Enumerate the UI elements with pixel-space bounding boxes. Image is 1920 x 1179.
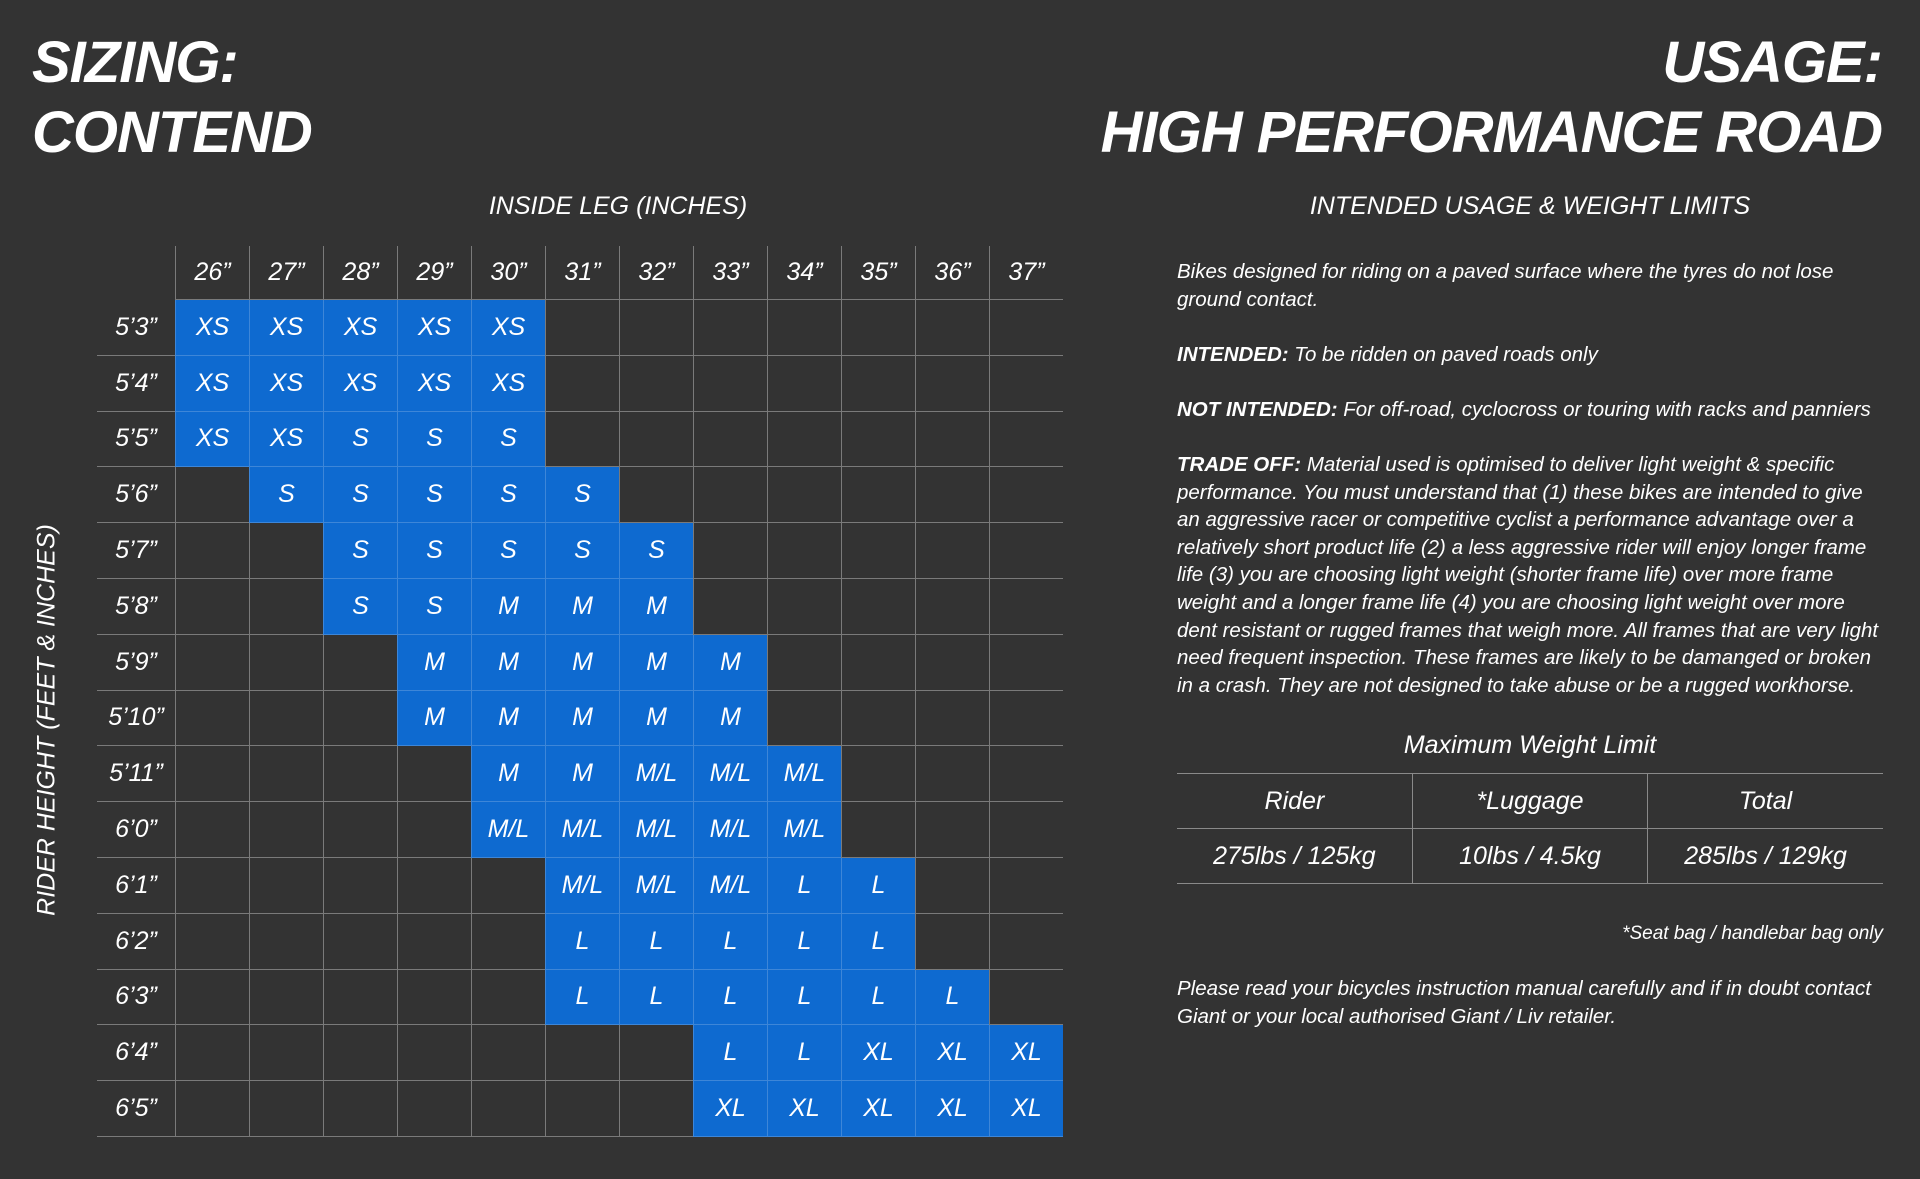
luggage-footnote: *Seat bag / handlebar bag only [1622,923,1883,944]
inside-leg-column-header: 29” [397,246,471,300]
size-cell: L [693,1025,767,1081]
size-cell: XS [175,300,249,356]
empty-cell [989,691,1063,747]
inside-leg-column-header: 34” [767,246,841,300]
size-cell: L [767,1025,841,1081]
size-cell: M [545,579,619,635]
empty-cell [323,802,397,858]
empty-cell [841,802,915,858]
closing-note: Please read your bicycles instruction manual carefully and if in doubt contact Giant or your local authorised Giant / Liv retailer. [1177,977,1871,1028]
size-cell: XL [915,1081,989,1137]
empty-cell [175,523,249,579]
empty-cell [545,300,619,356]
size-cell: S [323,579,397,635]
empty-cell [249,970,323,1026]
weight-limit-value-row [1177,829,1883,884]
empty-cell [619,1025,693,1081]
rider-height-row-header: 5’6” [97,467,175,523]
inside-leg-column-header: 32” [619,246,693,300]
rider-height-row-header: 5’7” [97,523,175,579]
size-cell: XS [249,300,323,356]
inside-leg-column-header: 28” [323,246,397,300]
empty-cell [323,1081,397,1137]
inside-leg-column-header: 37” [989,246,1063,300]
empty-cell [397,746,471,802]
size-cell: XL [693,1081,767,1137]
trade-off-paragraph [1177,451,1883,699]
empty-cell [323,914,397,970]
total-header: Total [1648,774,1883,829]
not-intended-text: For off-road, cyclocross or touring with racks and panniers [1337,398,1871,421]
size-cell: S [397,467,471,523]
empty-cell [693,523,767,579]
size-cell: M [471,579,545,635]
empty-cell [175,1081,249,1137]
empty-cell [471,914,545,970]
size-cell: M/L [767,802,841,858]
size-cell: M [619,635,693,691]
rider-header: Rider [1177,774,1412,829]
empty-cell [249,635,323,691]
empty-cell [767,356,841,412]
weight-limit-table [1177,773,1883,884]
size-cell: L [545,914,619,970]
empty-cell [323,858,397,914]
empty-cell [693,467,767,523]
total-weight-value: 285lbs / 129kg [1648,829,1883,884]
size-cell: XS [175,356,249,412]
inside-leg-column-header: 30” [471,246,545,300]
size-cell: XS [249,412,323,468]
size-cell: S [323,467,397,523]
empty-cell [915,300,989,356]
empty-cell [989,579,1063,635]
empty-cell [249,579,323,635]
empty-cell [989,802,1063,858]
empty-cell [175,1025,249,1081]
inside-leg-column-header: 26” [175,246,249,300]
empty-cell [693,579,767,635]
empty-cell [767,412,841,468]
empty-cell [693,412,767,468]
rider-weight-value: 275lbs / 125kg [1177,829,1412,884]
size-cell: M/L [619,802,693,858]
empty-cell [619,300,693,356]
size-cell: S [619,523,693,579]
empty-cell [175,858,249,914]
empty-cell [175,579,249,635]
size-cell: XL [841,1025,915,1081]
size-cell: S [545,523,619,579]
rider-height-row-header: 6’4” [97,1025,175,1081]
rider-height-row-header: 6’3” [97,970,175,1026]
size-cell: S [471,412,545,468]
empty-cell [989,300,1063,356]
size-cell: S [323,412,397,468]
empty-cell [471,1025,545,1081]
weight-limit-title: Maximum Weight Limit [1403,731,1657,759]
intended-usage-heading: INTENDED USAGE & WEIGHT LIMITS [1309,192,1751,220]
size-cell: S [397,579,471,635]
empty-cell [249,746,323,802]
size-cell: M/L [693,746,767,802]
size-cell: M [619,579,693,635]
inside-leg-axis-label: INSIDE LEG (INCHES) [488,192,748,220]
sizing-title-line1: SIZING: [32,30,238,95]
empty-cell [841,523,915,579]
size-cell: M/L [619,858,693,914]
size-cell: L [619,914,693,970]
size-cell: S [323,523,397,579]
size-cell: M [619,691,693,747]
empty-cell [619,412,693,468]
intended-text: To be ridden on paved roads only [1288,343,1598,366]
usage-title-line1: USAGE: [1662,30,1882,95]
empty-cell [323,1025,397,1081]
empty-cell [989,635,1063,691]
empty-cell [841,467,915,523]
empty-cell [545,1025,619,1081]
luggage-weight-value: 10lbs / 4.5kg [1412,829,1647,884]
empty-cell [397,858,471,914]
size-cell: L [767,970,841,1026]
size-cell: M/L [693,858,767,914]
size-cell: M [397,691,471,747]
empty-cell [915,523,989,579]
size-cell: M [471,746,545,802]
empty-cell [249,914,323,970]
empty-cell [323,691,397,747]
intended-paragraph [1177,341,1883,369]
size-cell: M [545,635,619,691]
sizing-title-line2: CONTEND [32,100,312,165]
size-cell: XS [249,356,323,412]
empty-cell [249,523,323,579]
empty-cell [841,691,915,747]
rider-height-row-header: 6’5” [97,1081,175,1137]
rider-height-axis-label: RIDER HEIGHT (FEET & INCHES) [32,524,61,916]
empty-cell [989,412,1063,468]
size-cell: M [545,691,619,747]
empty-cell [915,579,989,635]
size-cell: XL [915,1025,989,1081]
trade-off-label: TRADE OFF: [1177,453,1302,476]
empty-cell [175,802,249,858]
sizing-title [32,28,312,168]
empty-cell [619,1081,693,1137]
empty-cell [619,467,693,523]
empty-cell [915,746,989,802]
size-cell: XS [471,300,545,356]
empty-cell [323,746,397,802]
usage-description: Bikes designed for riding on a paved surface where the tyres do not lose ground contact. [1177,260,1834,311]
empty-cell [323,635,397,691]
size-cell: XL [989,1025,1063,1081]
empty-cell [841,412,915,468]
size-cell: M/L [619,746,693,802]
rider-height-row-header: 5’5” [97,412,175,468]
empty-cell [915,356,989,412]
empty-cell [693,356,767,412]
empty-cell [915,412,989,468]
empty-cell [397,1025,471,1081]
empty-cell [767,300,841,356]
empty-cell [249,858,323,914]
size-cell: L [841,970,915,1026]
size-cell: L [767,914,841,970]
empty-cell [989,970,1063,1026]
weight-limit-header-row [1177,774,1883,829]
rider-height-row-header: 6’2” [97,914,175,970]
empty-cell [471,1081,545,1137]
empty-cell [841,635,915,691]
size-cell: M [545,746,619,802]
empty-cell [767,691,841,747]
empty-cell [841,746,915,802]
empty-cell [397,802,471,858]
size-cell: M [693,691,767,747]
size-cell: M/L [693,802,767,858]
size-cell: L [767,858,841,914]
size-cell: M [693,635,767,691]
size-cell: S [397,523,471,579]
empty-cell [545,412,619,468]
empty-cell [989,914,1063,970]
size-cell: XS [471,356,545,412]
size-cell: M/L [545,802,619,858]
empty-cell [915,691,989,747]
rider-height-row-header: 5’9” [97,635,175,691]
size-cell: S [471,467,545,523]
rider-height-row-header: 5’3” [97,300,175,356]
size-chart-grid [97,246,1063,1137]
size-cell: XL [989,1081,1063,1137]
inside-leg-column-header: 27” [249,246,323,300]
empty-cell [989,467,1063,523]
empty-cell [175,970,249,1026]
size-cell: XS [323,300,397,356]
empty-cell [841,300,915,356]
empty-cell [175,914,249,970]
empty-cell [767,467,841,523]
rider-height-row-header: 5’11” [97,746,175,802]
usage-title [1101,28,1882,168]
empty-cell [767,579,841,635]
size-cell: M/L [545,858,619,914]
size-cell: L [841,914,915,970]
rider-height-row-header: 6’1” [97,858,175,914]
empty-cell [915,858,989,914]
empty-cell [249,1081,323,1137]
empty-cell [989,523,1063,579]
size-cell: XS [323,356,397,412]
size-cell: M [471,691,545,747]
rider-height-row-header: 5’8” [97,579,175,635]
size-cell: XS [397,356,471,412]
size-cell: S [471,523,545,579]
size-cell: XS [175,412,249,468]
empty-cell [545,356,619,412]
empty-cell [545,1081,619,1137]
grid-corner [97,246,175,300]
empty-cell [915,914,989,970]
empty-cell [323,970,397,1026]
empty-cell [249,802,323,858]
empty-cell [989,356,1063,412]
empty-cell [175,746,249,802]
size-cell: XL [767,1081,841,1137]
size-cell: XL [841,1081,915,1137]
rider-height-row-header: 5’4” [97,356,175,412]
rider-height-row-header: 5’10” [97,691,175,747]
size-cell: XS [397,300,471,356]
size-cell: L [545,970,619,1026]
size-cell: L [619,970,693,1026]
empty-cell [397,914,471,970]
empty-cell [693,300,767,356]
inside-leg-column-header: 35” [841,246,915,300]
size-cell: L [693,970,767,1026]
usage-title-line2: HIGH PERFORMANCE ROAD [1100,100,1882,165]
empty-cell [249,691,323,747]
empty-cell [397,1081,471,1137]
empty-cell [175,635,249,691]
empty-cell [175,691,249,747]
not-intended-paragraph [1177,396,1883,424]
size-cell: M [397,635,471,691]
empty-cell [841,579,915,635]
empty-cell [915,635,989,691]
empty-cell [767,523,841,579]
size-cell: L [841,858,915,914]
size-cell: L [693,914,767,970]
inside-leg-column-header: 36” [915,246,989,300]
empty-cell [471,970,545,1026]
empty-cell [915,802,989,858]
size-cell: S [545,467,619,523]
intended-label: INTENDED: [1177,343,1289,366]
empty-cell [397,970,471,1026]
size-cell: M [471,635,545,691]
empty-cell [989,746,1063,802]
size-cell: M/L [767,746,841,802]
empty-cell [767,635,841,691]
empty-cell [989,858,1063,914]
inside-leg-column-header: 33” [693,246,767,300]
luggage-header: *Luggage [1412,774,1647,829]
trade-off-text: Material used is optimised to deliver light weight & specific performance. You must understand that (1) these bikes are intended to give an aggressive racer or competitive cyclist a performance advantage over a relatively short product life (2) a less aggressive rider will enjoy longer frame life (3) you are choosing light weight (shorter frame life) over more frame weight and a longer frame life (4) you are choosing light weight over more dent resistant or rugged frames that weigh more. All frames that are very light need frequent inspection. These frames are likely to be damanged or broken in a crash. They are not designed to take abuse or be a rugged workhorse. [1177,453,1879,697]
empty-cell [619,356,693,412]
not-intended-label: NOT INTENDED: [1177,398,1338,421]
empty-cell [249,1025,323,1081]
empty-cell [471,858,545,914]
size-cell: M/L [471,802,545,858]
empty-cell [175,467,249,523]
empty-cell [841,356,915,412]
size-cell: S [397,412,471,468]
rider-height-row-header: 6’0” [97,802,175,858]
size-cell: S [249,467,323,523]
empty-cell [915,467,989,523]
inside-leg-column-header: 31” [545,246,619,300]
size-cell: L [915,970,989,1026]
